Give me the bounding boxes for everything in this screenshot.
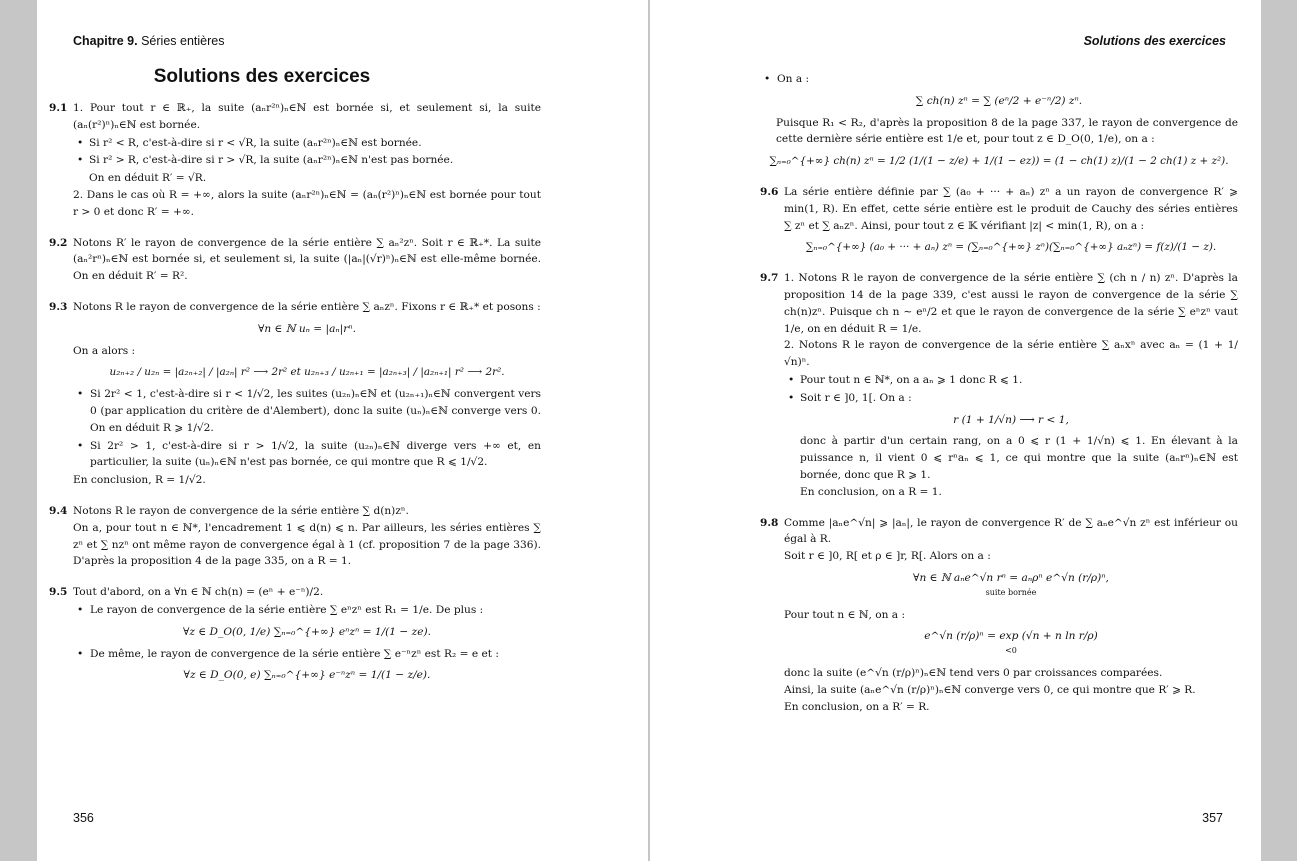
exercise-number: 9.1 <box>49 102 68 114</box>
bullet-item: • Pour tout n ∈ ℕ*, on a aₙ ⩾ 1 donc R ⩽ 1. <box>784 372 1238 389</box>
paragraph: On en déduit R′ = √R. <box>89 172 207 185</box>
formula-text: ∀n ∈ ℕ aₙe^√n rⁿ = aₙρⁿ e^√n (r/ρ)ⁿ, <box>913 571 1109 584</box>
paragraph: donc la suite (e^√n (r/ρ)ⁿ)ₙ∈ℕ tend vers 0 par croissances comparées. <box>784 666 1163 679</box>
exercise-9-7 <box>760 270 1238 500</box>
bullet-item: • Si 2r² > 1, c'est-à-dire si r > 1/√2, la suite (u₂ₙ)ₙ∈ℕ diverge vers +∞ et, en particulier, la suite (uₙ)ₙ∈ℕ n'est pas bornée, ce qui montre que R ⩽ 1/√2. <box>73 438 541 472</box>
paragraph: Notons R′ le rayon de convergence de la série entière ∑ aₙ²zⁿ. Soit r ∈ ℝ₊*. La suite (aₙ²rⁿ)ₙ∈ℕ est bornée si, et seulement si, la suite (|aₙ|(√r)ⁿ)ₙ∈ℕ est elle-même bornée. On en déduit R′ = R². <box>73 236 541 283</box>
section-title: Solutions des exercices <box>153 66 371 87</box>
paragraph: En conclusion, on a R′ = R. <box>784 700 930 713</box>
display-formula: ∀z ∈ D_O(0, 1/e) ∑ₙ₌₀^{+∞} eⁿzⁿ = 1/(1 − ze). <box>182 625 432 638</box>
exercise-number: 9.4 <box>49 504 68 517</box>
display-formula: r (1 + 1/√n) ⟶ r < 1, <box>953 413 1069 426</box>
exercise-9-4 <box>49 503 541 570</box>
bullet-item: • Si 2r² < 1, c'est-à-dire si r < 1/√2, les suites (u₂ₙ)ₙ∈ℕ et (u₂ₙ₊₁)ₙ∈ℕ convergent vers 0 (par application du critère de d'Alembert), donc la suite (uₙ)ₙ∈ℕ converge vers 0. On en déduit R ⩾ 1/√2. <box>73 386 541 436</box>
bullet-item: • Soit r ∈ ]0, 1[. On a : <box>784 390 1238 407</box>
paragraph: Tout d'abord, on a ∀n ∈ ℕ ch(n) = (eⁿ + e⁻ⁿ)/2. <box>73 586 324 599</box>
paragraph: 1. Pour tout r ∈ ℝ₊, la suite (aₙr²ⁿ)ₙ∈ℕ est bornée si, et seulement si, la suite (aₙ(r²)ⁿ)ₙ∈ℕ est bornée. <box>73 102 541 131</box>
display-formula <box>784 570 1238 602</box>
paragraph: En conclusion, R = 1/√2. <box>73 474 206 487</box>
paragraph: On a, pour tout n ∈ ℕ*, l'encadrement 1 ⩽ d(n) ⩽ n. Par ailleurs, les séries entières ∑ zⁿ et ∑ nzⁿ ont même rayon de convergence égal à 1 (cf. proposition 7 de la page 336). D'après la proposition 4 de la page 335, on a R = 1. <box>73 521 541 568</box>
exercise-number: 9.6 <box>760 185 779 198</box>
bullet-item: • Si r² < R, c'est-à-dire si r < √R, la suite (aₙr²ⁿ)ₙ∈ℕ est bornée. <box>73 135 541 152</box>
paragraph: Soit r ∈ ]0, R[ et ρ ∈ ]r, R[. Alors on a : <box>784 550 991 563</box>
paragraph: Pour tout n ∈ ℕ, on a : <box>784 608 906 621</box>
underbrace-note: <0 <box>1005 646 1017 656</box>
underbrace-note: suite bornée <box>985 587 1037 597</box>
exercise-9-8 <box>760 515 1238 716</box>
right-column <box>760 70 1238 729</box>
bullet-item: • Le rayon de convergence de la série entière ∑ eⁿzⁿ est R₁ = 1/e. De plus : <box>73 602 541 619</box>
exercise-number: 9.5 <box>49 586 68 599</box>
page-number: 357 <box>1202 811 1223 825</box>
exercise-9-2 <box>49 235 541 285</box>
paragraph: 1. Notons R le rayon de convergence de la série entière ∑ (ch n / n) zⁿ. D'après la proposition 14 de la page 339, c'est aussi le rayon de convergence de la série ∑ ch(n)zⁿ. Puisque ch n ∼ eⁿ/2 et que le rayon de convergence de la série ∑ eⁿzⁿ vaut 1/e, on en déduit R = 1/e. <box>784 272 1238 335</box>
exercise-number: 9.8 <box>760 516 779 529</box>
exercise-9-1 <box>49 100 541 221</box>
paragraph: Puisque R₁ < R₂, d'après la proposition 8 de la page 337, le rayon de convergence de cette dernière série entière est 1/e et, pour tout z ∈ D_O(0, 1/e), on a : <box>776 116 1238 146</box>
paragraph: La série entière définie par ∑ (a₀ + ··· + aₙ) zⁿ a un rayon de convergence R′ ⩾ min(1, R). En effet, cette série entière est le produit de Cauchy des séries entières ∑ zⁿ et ∑ aₙzⁿ. Ainsi, pour tout z ∈ 𝕂 vérifiant |z| < min(1, R), on a : <box>784 185 1238 232</box>
exercise-number: 9.2 <box>49 236 68 249</box>
display-formula <box>784 628 1238 660</box>
paragraph: Ainsi, la suite (aₙe^√n (r/ρ)ⁿ)ₙ∈ℕ converge vers 0, ce qui montre que R′ ⩾ R. <box>784 683 1196 696</box>
left-page <box>37 0 648 861</box>
left-column <box>49 100 541 698</box>
running-header-right: Solutions des exercices <box>1083 34 1226 48</box>
paragraph: Comme |aₙe^√n| ⩾ |aₙ|, le rayon de convergence R′ de ∑ aₙe^√n zⁿ est inférieur ou égal à R. <box>784 516 1238 546</box>
bullet-item: • De même, le rayon de convergence de la série entière ∑ e⁻ⁿzⁿ est R₂ = e et : <box>73 646 541 663</box>
bullet-item: • On a : <box>760 71 1238 88</box>
bullet-item: • Si r² > R, c'est-à-dire si r > √R, la suite (aₙr²ⁿ)ₙ∈ℕ n'est pas bornée. <box>73 152 541 169</box>
exercise-9-5 <box>49 584 541 684</box>
page-number: 356 <box>73 811 94 825</box>
right-page <box>650 0 1261 861</box>
paragraph: 2. Notons R le rayon de convergence de la série entière ∑ aₙxⁿ avec aₙ = (1 + 1/√n)ⁿ. <box>784 339 1238 369</box>
exercise-number: 9.3 <box>49 300 68 313</box>
paragraph: On a alors : <box>73 344 136 357</box>
running-header-left <box>73 34 224 48</box>
display-formula: ∑ ch(n) zⁿ = ∑ (eⁿ/2 + e⁻ⁿ/2) zⁿ. <box>915 94 1083 107</box>
exercise-9-6 <box>760 184 1238 256</box>
exercise-9-3 <box>49 299 541 489</box>
paragraph: En conclusion, on a R = 1. <box>800 485 942 498</box>
display-formula: u₂ₙ₊₂ / u₂ₙ = |a₂ₙ₊₂| / |a₂ₙ| r² ⟶ 2r² et u₂ₙ₊₃ / u₂ₙ₊₁ = |a₂ₙ₊₃| / |a₂ₙ₊₁| r² ⟶ 2r². <box>109 366 505 379</box>
chapter-title: Séries entières <box>141 34 225 48</box>
paragraph: Notons R le rayon de convergence de la série entière ∑ aₙzⁿ. Fixons r ∈ ℝ₊* et posons : <box>73 300 541 313</box>
chapter-label: Chapitre 9. <box>73 34 138 48</box>
formula-text: e^√n (r/ρ)ⁿ = exp (√n + n ln r/ρ) <box>924 630 1098 643</box>
paragraph: 2. Dans le cas où R = +∞, alors la suite (aₙr²ⁿ)ₙ∈ℕ = (aₙ(r²)ⁿ)ₙ∈ℕ est bornée pour tout r > 0 et donc R′ = +∞. <box>73 188 541 218</box>
paragraph: donc à partir d'un certain rang, on a 0 ⩽ r (1 + 1/√n) ⩽ 1. En élevant à la puissance n, il vient 0 ⩽ rⁿaₙ ⩽ 1, ce qui montre que la suite (aₙrⁿ)ₙ∈ℕ est bornée, donc que R ⩾ 1. <box>800 435 1238 481</box>
display-formula: ∑ₙ₌₀^{+∞} (a₀ + ··· + aₙ) zⁿ = (∑ₙ₌₀^{+∞} zⁿ)(∑ₙ₌₀^{+∞} aₙzⁿ) = f(z)/(1 − z). <box>805 241 1217 254</box>
exercise-9-5-continued <box>760 71 1238 170</box>
paragraph: Notons R le rayon de convergence de la série entière ∑ d(n)zⁿ. <box>73 504 409 517</box>
display-formula: ∑ₙ₌₀^{+∞} ch(n) zⁿ = 1/2 (1/(1 − z/e) + 1/(1 − ez)) = (1 − ch(1) z)/(1 − 2 ch(1) z + z²). <box>769 155 1229 168</box>
display-formula: ∀z ∈ D_O(0, e) ∑ₙ₌₀^{+∞} e⁻ⁿzⁿ = 1/(1 − z/e). <box>183 669 431 682</box>
exercise-number: 9.7 <box>760 272 779 285</box>
display-formula: ∀n ∈ ℕ uₙ = |aₙ|rⁿ. <box>257 322 357 335</box>
